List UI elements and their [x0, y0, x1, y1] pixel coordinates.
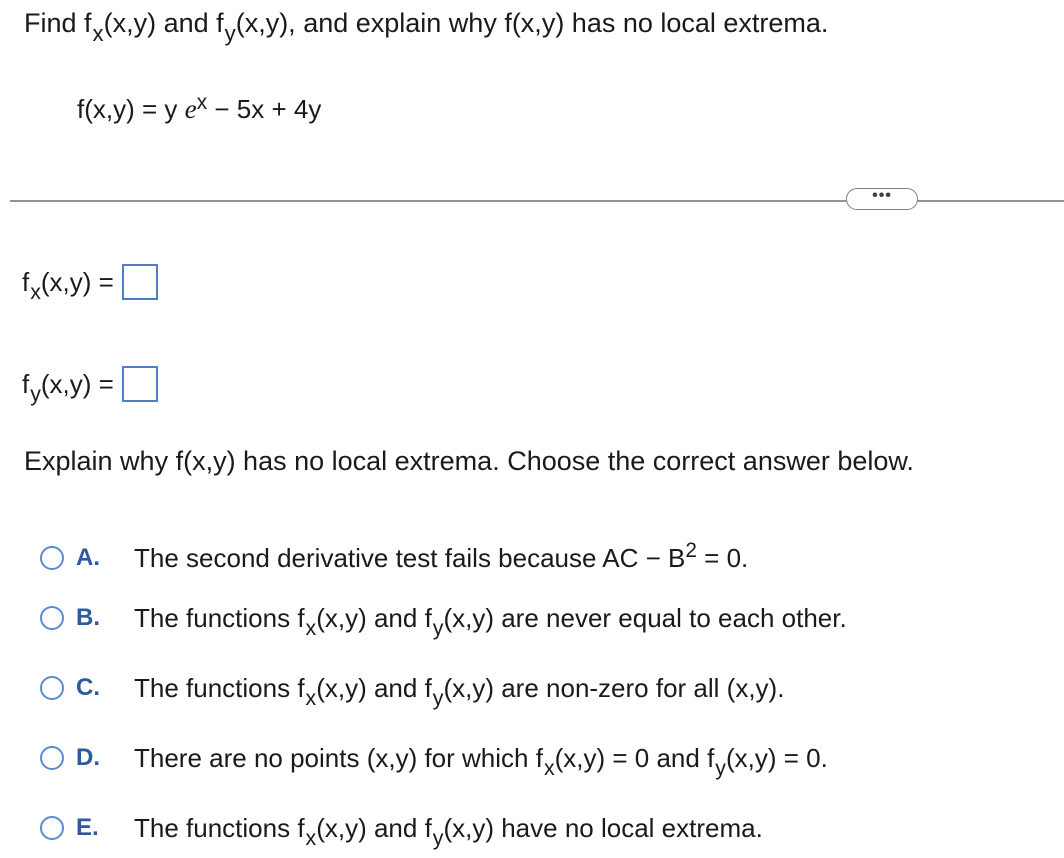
fx-answer-input[interactable]	[122, 264, 158, 300]
fy-label: $f_y(x,y)$ =	[22, 368, 114, 407]
radio-circle-icon[interactable]	[40, 746, 64, 770]
radio-circle-icon[interactable]	[40, 546, 64, 570]
option-text: The functions $f_x(x,y)$ and $f_y(x,y)$ are never equal to each other.	[134, 602, 847, 641]
option-text: The second derivative test fails because AC − $B^2 = 0$.	[134, 539, 749, 573]
more-options-button[interactable]	[846, 188, 918, 210]
question-prompt: Find $f_x(x,y)$ and $f_y(x,y)$, and explain why f(x,y) has no local extrema.	[24, 8, 829, 47]
fx-label: $f_x(x,y)$ =	[22, 266, 114, 305]
option-text: The functions $f_x(x,y)$ and $f_y(x,y)$ have no local extrema.	[134, 812, 763, 851]
fy-answer-input[interactable]	[122, 366, 158, 402]
option-text: There are no points (x,y) for which $f_x(x,y) = 0$ and $f_y(x,y) = 0$.	[134, 742, 828, 781]
option-c[interactable]	[40, 668, 785, 711]
option-e[interactable]	[40, 808, 763, 851]
radio-circle-icon[interactable]	[40, 816, 64, 840]
function-formula: f(x,y) = y $e^x - 5x + 4y$	[77, 90, 322, 124]
option-a[interactable]	[40, 538, 748, 578]
option-letter: B.	[76, 604, 100, 631]
option-text: The functions $f_x(x,y)$ and $f_y(x,y)$ are non-zero for all (x,y).	[134, 672, 785, 711]
radio-circle-icon[interactable]	[40, 676, 64, 700]
radio-circle-icon[interactable]	[40, 606, 64, 630]
option-letter: C.	[76, 674, 100, 701]
option-d[interactable]	[40, 738, 828, 781]
fx-answer-row	[22, 264, 158, 305]
fy-answer-row	[22, 366, 158, 407]
more-dots-icon: •••	[872, 187, 892, 204]
instruction-text: Explain why f(x,y) has no local extrema. Choose the correct answer below.	[24, 446, 914, 476]
option-letter: D.	[76, 744, 100, 771]
option-letter: A.	[76, 544, 100, 571]
option-b[interactable]	[40, 598, 847, 641]
option-letter: E.	[76, 814, 99, 841]
